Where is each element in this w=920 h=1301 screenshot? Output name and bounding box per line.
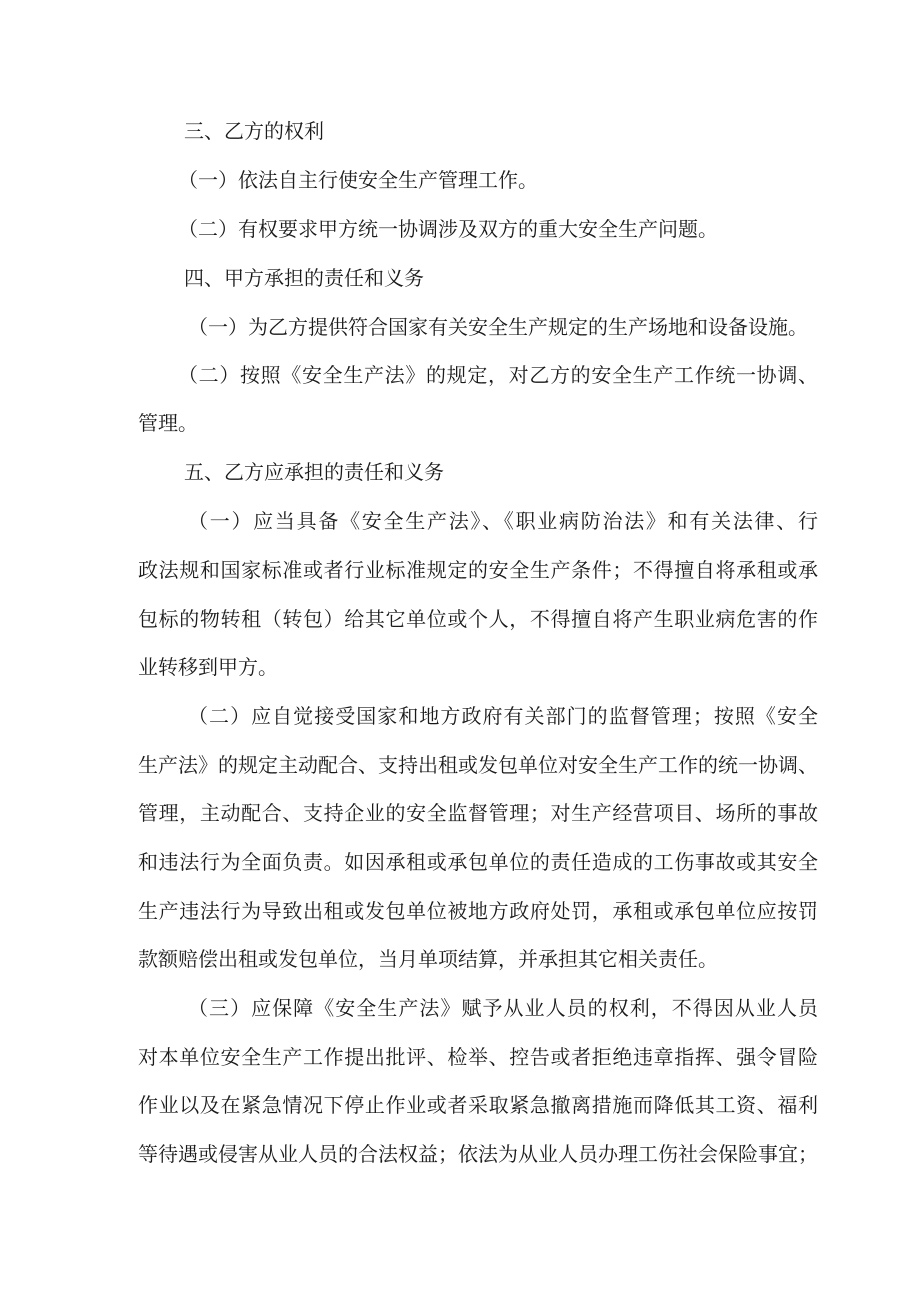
paragraph-line: 政法规和国家标准或者行业标准规定的安全生产条件；不得擅自将承租或承 bbox=[138, 558, 818, 582]
paragraph-line: 等待遇或侵害从业人员的合法权益；依法为从业人员办理工伤社会保险事宜； bbox=[138, 1142, 818, 1166]
paragraph-line: （二）应自觉接受国家和地方政府有关部门的监督管理；按照《安全 bbox=[188, 704, 818, 728]
paragraph-line: 管理，主动配合、支持企业的安全监督管理；对生产经营项目、场所的事故 bbox=[138, 801, 818, 825]
paragraph-line: 包标的物转租（转包）给其它单位或个人，不得擅自将产生职业病危害的作 bbox=[138, 607, 818, 631]
section-heading-party-a-duties: 四、甲方承担的责任和义务 bbox=[184, 266, 424, 290]
paragraph-line: 生产违法行为导致出租或发包单位被地方政府处罚，承租或承包单位应按罚 bbox=[138, 899, 818, 923]
paragraph-line: 生产法》的规定主动配合、支持出租或发包单位对安全生产工作的统一协调、 bbox=[138, 753, 818, 777]
paragraph-line: （一）依法自主行使安全生产管理工作。 bbox=[178, 168, 538, 192]
section-heading-rights: 三、乙方的权利 bbox=[184, 119, 324, 143]
paragraph-line: （三）应保障《安全生产法》赋予从业人员的权利，不得因从业人员 bbox=[188, 996, 818, 1020]
paragraph-line: （一）应当具备《安全生产法》、《职业病防治法》和有关法律、行 bbox=[188, 509, 818, 533]
section-heading-party-b-duties: 五、乙方应承担的责任和义务 bbox=[184, 460, 444, 484]
paragraph-line: （一）为乙方提供符合国家有关安全生产规定的生产场地和设备设施。 bbox=[188, 315, 808, 339]
paragraph-line: （二）按照《安全生产法》的规定，对乙方的安全生产工作统一协调、 bbox=[178, 363, 818, 387]
paragraph-line: 和违法行为全面负责。如因承租或承包单位的责任造成的工伤事故或其安全 bbox=[138, 850, 818, 874]
paragraph-line: （二）有权要求甲方统一协调涉及双方的重大安全生产问题。 bbox=[178, 217, 718, 241]
paragraph-line: 作业以及在紧急情况下停止作业或者采取紧急撤离措施而降低其工资、福利 bbox=[138, 1093, 818, 1117]
paragraph-line: 管理。 bbox=[138, 411, 198, 435]
paragraph-line: 款额赔偿出租或发包单位，当月单项结算，并承担其它相关责任。 bbox=[138, 947, 718, 971]
paragraph-line: 对本单位安全生产工作提出批评、检举、控告或者拒绝违章指挥、强令冒险 bbox=[138, 1045, 818, 1069]
paragraph-line: 业转移到甲方。 bbox=[138, 655, 278, 679]
